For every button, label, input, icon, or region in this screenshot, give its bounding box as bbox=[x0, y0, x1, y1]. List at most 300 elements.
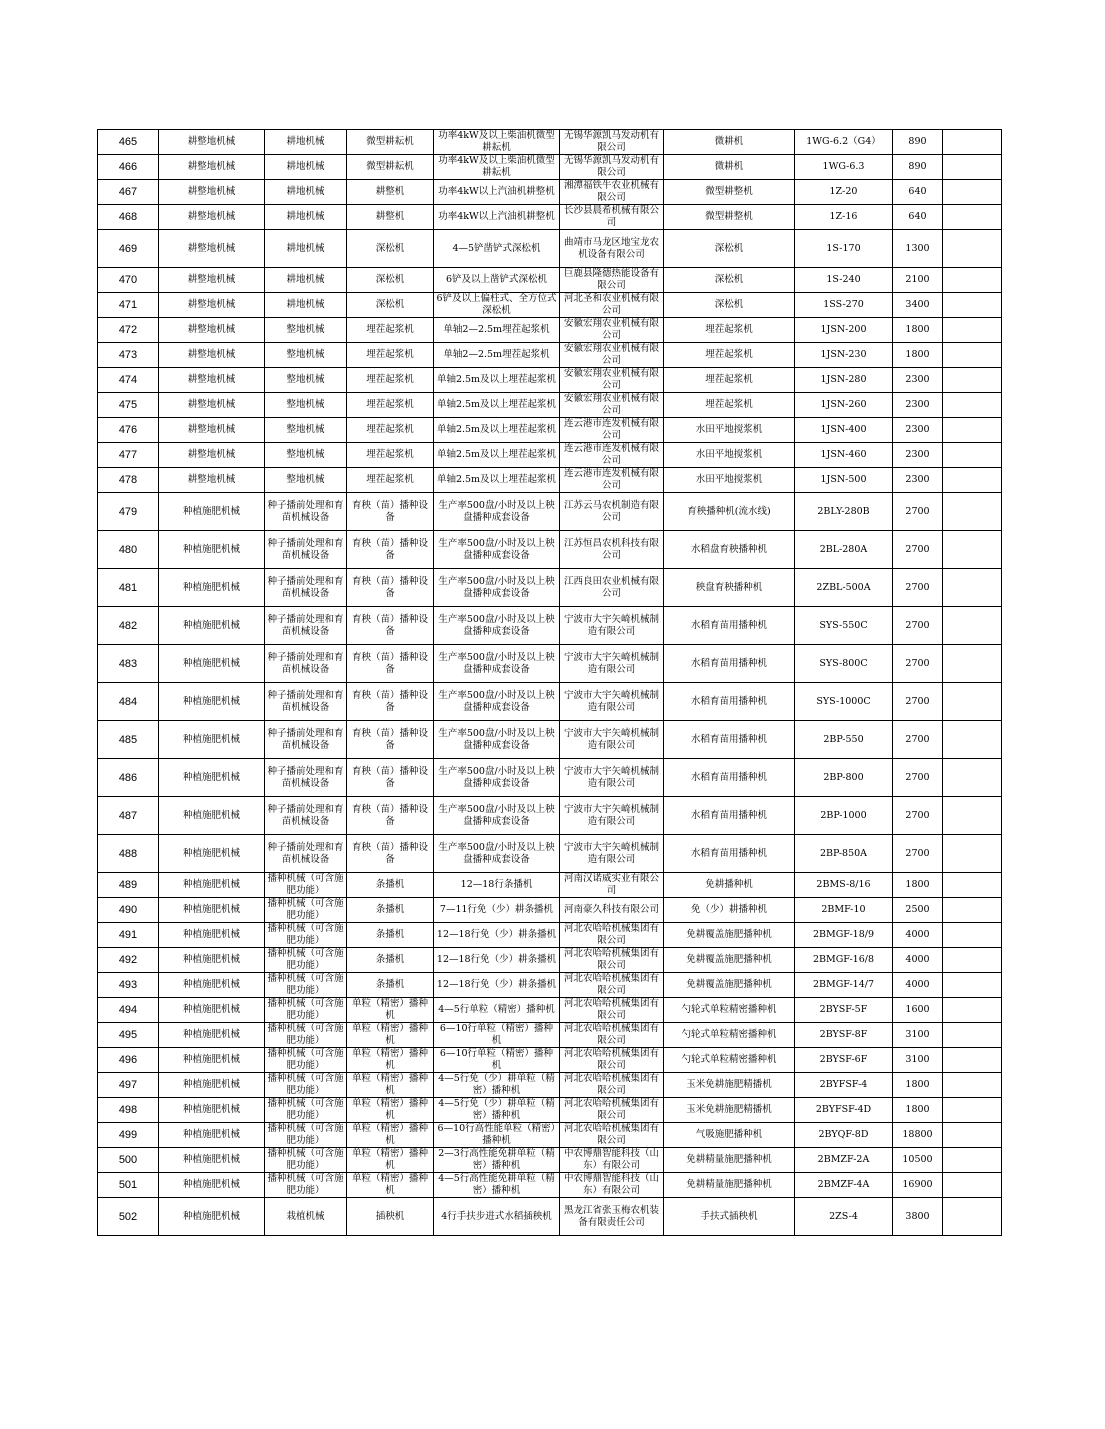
item-cell: 深松机 bbox=[347, 268, 434, 293]
manufacturer-cell: 河北农哈哈机械集团有限公司 bbox=[560, 973, 664, 998]
product-name-cell: 玉米免耕施肥精播机 bbox=[664, 1073, 795, 1098]
price-cell: 2300 bbox=[893, 443, 943, 468]
model-cell: 2BP-800 bbox=[795, 759, 893, 797]
row-number-cell: 480 bbox=[98, 531, 159, 569]
manufacturer-cell: 安徽宏翔农业机械有限公司 bbox=[560, 368, 664, 393]
table-row bbox=[98, 1048, 1002, 1073]
category-cell: 种植施肥机械 bbox=[159, 835, 265, 873]
spec-cell: 6—10行单粒（精密）播种机 bbox=[434, 1048, 560, 1073]
row-number-cell: 495 bbox=[98, 1023, 159, 1048]
product-name-cell: 微耕机 bbox=[664, 155, 795, 180]
model-cell: 2BLY-280B bbox=[795, 493, 893, 531]
subcategory-cell: 播种机械（可含施肥功能） bbox=[265, 1048, 347, 1073]
subcategory-cell: 耕地机械 bbox=[265, 293, 347, 318]
subcategory-cell: 耕地机械 bbox=[265, 268, 347, 293]
spec-cell: 生产率500盘/小时及以上秧盘播种成套设备 bbox=[434, 569, 560, 607]
row-number-cell: 473 bbox=[98, 343, 159, 368]
spec-cell: 生产率500盘/小时及以上秧盘播种成套设备 bbox=[434, 645, 560, 683]
model-cell: 2ZBL-500A bbox=[795, 569, 893, 607]
product-name-cell: 埋茬起浆机 bbox=[664, 343, 795, 368]
spec-cell: 4—5行单粒（精密）播种机 bbox=[434, 998, 560, 1023]
subcategory-cell: 耕地机械 bbox=[265, 180, 347, 205]
spec-cell: 单轴2.5m及以上埋茬起浆机 bbox=[434, 443, 560, 468]
model-cell: 1Z-16 bbox=[795, 205, 893, 230]
category-cell: 耕整地机械 bbox=[159, 180, 265, 205]
model-cell: 2BMZF-4A bbox=[795, 1173, 893, 1198]
manufacturer-cell: 无锡华源凯马发动机有限公司 bbox=[560, 155, 664, 180]
item-cell: 育秧（苗）播种设备 bbox=[347, 683, 434, 721]
price-cell: 16900 bbox=[893, 1173, 943, 1198]
table-row bbox=[98, 180, 1002, 205]
product-name-cell: 水稻育苗用播种机 bbox=[664, 797, 795, 835]
row-number-cell: 492 bbox=[98, 948, 159, 973]
product-name-cell: 微耕机 bbox=[664, 130, 795, 155]
item-cell: 深松机 bbox=[347, 293, 434, 318]
note-cell bbox=[943, 1123, 1002, 1148]
manufacturer-cell: 河南豪久科技有限公司 bbox=[560, 898, 664, 923]
manufacturer-cell: 河北农哈哈机械集团有限公司 bbox=[560, 1098, 664, 1123]
note-cell bbox=[943, 343, 1002, 368]
product-name-cell: 育秧播种机(流水线) bbox=[664, 493, 795, 531]
document-page bbox=[97, 129, 1001, 1236]
item-cell: 育秧（苗）播种设备 bbox=[347, 493, 434, 531]
manufacturer-cell: 河南汉诺威实业有限公司 bbox=[560, 873, 664, 898]
manufacturer-cell: 安徽宏翔农业机械有限公司 bbox=[560, 343, 664, 368]
note-cell bbox=[943, 130, 1002, 155]
note-cell bbox=[943, 569, 1002, 607]
table-row bbox=[98, 607, 1002, 645]
note-cell bbox=[943, 973, 1002, 998]
model-cell: 2BP-850A bbox=[795, 835, 893, 873]
manufacturer-cell: 宁波市大宇矢崎机械制造有限公司 bbox=[560, 797, 664, 835]
product-name-cell: 水田平地搅浆机 bbox=[664, 468, 795, 493]
table-row bbox=[98, 873, 1002, 898]
price-cell: 4000 bbox=[893, 948, 943, 973]
product-name-cell: 免（少）耕播种机 bbox=[664, 898, 795, 923]
manufacturer-cell: 黑龙江省张玉梅农机装备有限责任公司 bbox=[560, 1198, 664, 1236]
manufacturer-cell: 宁波市大宇矢崎机械制造有限公司 bbox=[560, 835, 664, 873]
note-cell bbox=[943, 468, 1002, 493]
table-row bbox=[98, 923, 1002, 948]
product-name-cell: 深松机 bbox=[664, 230, 795, 268]
category-cell: 种植施肥机械 bbox=[159, 569, 265, 607]
price-cell: 2700 bbox=[893, 683, 943, 721]
table-row bbox=[98, 293, 1002, 318]
model-cell: 2BMZF-2A bbox=[795, 1148, 893, 1173]
table-row bbox=[98, 230, 1002, 268]
category-cell: 种植施肥机械 bbox=[159, 531, 265, 569]
manufacturer-cell: 宁波市大宇矢崎机械制造有限公司 bbox=[560, 721, 664, 759]
note-cell bbox=[943, 180, 1002, 205]
price-cell: 3100 bbox=[893, 1048, 943, 1073]
price-cell: 2700 bbox=[893, 645, 943, 683]
row-number-cell: 472 bbox=[98, 318, 159, 343]
spec-cell: 单轴2—2.5m埋茬起浆机 bbox=[434, 318, 560, 343]
manufacturer-cell: 河北农哈哈机械集团有限公司 bbox=[560, 923, 664, 948]
model-cell: 2BP-1000 bbox=[795, 797, 893, 835]
item-cell: 单粒（精密）播种机 bbox=[347, 1073, 434, 1098]
price-cell: 2300 bbox=[893, 368, 943, 393]
product-name-cell: 手扶式插秧机 bbox=[664, 1198, 795, 1236]
spec-cell: 单轴2.5m及以上埋茬起浆机 bbox=[434, 468, 560, 493]
manufacturer-cell: 宁波市大宇矢崎机械制造有限公司 bbox=[560, 645, 664, 683]
price-cell: 2300 bbox=[893, 468, 943, 493]
item-cell: 单粒（精密）播种机 bbox=[347, 1098, 434, 1123]
model-cell: 2BP-550 bbox=[795, 721, 893, 759]
spec-cell: 生产率500盘/小时及以上秧盘播种成套设备 bbox=[434, 721, 560, 759]
item-cell: 单粒（精密）播种机 bbox=[347, 1123, 434, 1148]
product-name-cell: 玉米免耕施肥精播机 bbox=[664, 1098, 795, 1123]
model-cell: 1JSN-230 bbox=[795, 343, 893, 368]
price-cell: 3100 bbox=[893, 1023, 943, 1048]
product-name-cell: 深松机 bbox=[664, 268, 795, 293]
spec-cell: 6铲及以上凿铲式深松机 bbox=[434, 268, 560, 293]
row-number-cell: 496 bbox=[98, 1048, 159, 1073]
spec-cell: 12—18行免（少）耕条播机 bbox=[434, 923, 560, 948]
table-body bbox=[98, 130, 1002, 1236]
model-cell: 2BMF-10 bbox=[795, 898, 893, 923]
table-row bbox=[98, 898, 1002, 923]
row-number-cell: 500 bbox=[98, 1148, 159, 1173]
item-cell: 埋茬起浆机 bbox=[347, 343, 434, 368]
spec-cell: 6—10行高性能单粒（精密）播种机 bbox=[434, 1123, 560, 1148]
product-name-cell: 埋茬起浆机 bbox=[664, 393, 795, 418]
table-row bbox=[98, 797, 1002, 835]
spec-cell: 生产率500盘/小时及以上秧盘播种成套设备 bbox=[434, 531, 560, 569]
item-cell: 耕整机 bbox=[347, 180, 434, 205]
table-row bbox=[98, 493, 1002, 531]
manufacturer-cell: 河北农哈哈机械集团有限公司 bbox=[560, 1123, 664, 1148]
category-cell: 耕整地机械 bbox=[159, 268, 265, 293]
model-cell: 2BYFSF-4 bbox=[795, 1073, 893, 1098]
table-row bbox=[98, 343, 1002, 368]
subcategory-cell: 种子播前处理和育苗机械设备 bbox=[265, 797, 347, 835]
spec-cell: 2—3行高性能免耕单粒（精密）播种机 bbox=[434, 1148, 560, 1173]
subcategory-cell: 种子播前处理和育苗机械设备 bbox=[265, 607, 347, 645]
row-number-cell: 487 bbox=[98, 797, 159, 835]
product-name-cell: 水稻育苗用播种机 bbox=[664, 721, 795, 759]
spec-cell: 单轴2—2.5m埋茬起浆机 bbox=[434, 343, 560, 368]
row-number-cell: 467 bbox=[98, 180, 159, 205]
product-name-cell: 免耕覆盖施肥播种机 bbox=[664, 923, 795, 948]
item-cell: 单粒（精密）播种机 bbox=[347, 1148, 434, 1173]
category-cell: 种植施肥机械 bbox=[159, 873, 265, 898]
table-row bbox=[98, 318, 1002, 343]
table-row bbox=[98, 948, 1002, 973]
product-name-cell: 免耕覆盖施肥播种机 bbox=[664, 973, 795, 998]
category-cell: 种植施肥机械 bbox=[159, 1098, 265, 1123]
table-row bbox=[98, 1073, 1002, 1098]
subcategory-cell: 播种机械（可含施肥功能） bbox=[265, 1073, 347, 1098]
category-cell: 种植施肥机械 bbox=[159, 1148, 265, 1173]
note-cell bbox=[943, 835, 1002, 873]
price-cell: 640 bbox=[893, 205, 943, 230]
manufacturer-cell: 河北农哈哈机械集团有限公司 bbox=[560, 1023, 664, 1048]
row-number-cell: 475 bbox=[98, 393, 159, 418]
subcategory-cell: 耕地机械 bbox=[265, 205, 347, 230]
table-row bbox=[98, 1123, 1002, 1148]
table-row bbox=[98, 1173, 1002, 1198]
category-cell: 耕整地机械 bbox=[159, 130, 265, 155]
manufacturer-cell: 连云港市连发机械有限公司 bbox=[560, 443, 664, 468]
row-number-cell: 477 bbox=[98, 443, 159, 468]
subcategory-cell: 整地机械 bbox=[265, 368, 347, 393]
model-cell: 1WG-6.3 bbox=[795, 155, 893, 180]
price-cell: 2700 bbox=[893, 759, 943, 797]
manufacturer-cell: 宁波市大宇矢崎机械制造有限公司 bbox=[560, 607, 664, 645]
item-cell: 耕整机 bbox=[347, 205, 434, 230]
table-row bbox=[98, 569, 1002, 607]
manufacturer-cell: 中农博鼎智能科技（山东）有限公司 bbox=[560, 1173, 664, 1198]
item-cell: 育秧（苗）播种设备 bbox=[347, 645, 434, 683]
price-cell: 2700 bbox=[893, 493, 943, 531]
table-row bbox=[98, 268, 1002, 293]
spec-cell: 生产率500盘/小时及以上秧盘播种成套设备 bbox=[434, 797, 560, 835]
product-name-cell: 勺轮式单粒精密播种机 bbox=[664, 1048, 795, 1073]
price-cell: 2300 bbox=[893, 393, 943, 418]
manufacturer-cell: 河北农哈哈机械集团有限公司 bbox=[560, 948, 664, 973]
note-cell bbox=[943, 531, 1002, 569]
table-row bbox=[98, 1023, 1002, 1048]
row-number-cell: 494 bbox=[98, 998, 159, 1023]
spec-cell: 功率4kW以上汽油机耕整机 bbox=[434, 180, 560, 205]
price-cell: 1800 bbox=[893, 873, 943, 898]
item-cell: 深松机 bbox=[347, 230, 434, 268]
spec-cell: 生产率500盘/小时及以上秧盘播种成套设备 bbox=[434, 759, 560, 797]
row-number-cell: 486 bbox=[98, 759, 159, 797]
price-cell: 2700 bbox=[893, 721, 943, 759]
category-cell: 耕整地机械 bbox=[159, 418, 265, 443]
model-cell: 1JSN-460 bbox=[795, 443, 893, 468]
note-cell bbox=[943, 1023, 1002, 1048]
note-cell bbox=[943, 205, 1002, 230]
subcategory-cell: 整地机械 bbox=[265, 468, 347, 493]
table-row bbox=[98, 531, 1002, 569]
table-row bbox=[98, 835, 1002, 873]
item-cell: 育秧（苗）播种设备 bbox=[347, 797, 434, 835]
table-row bbox=[98, 1098, 1002, 1123]
spec-cell: 4行手扶步进式水稻插秧机 bbox=[434, 1198, 560, 1236]
note-cell bbox=[943, 155, 1002, 180]
subcategory-cell: 整地机械 bbox=[265, 318, 347, 343]
manufacturer-cell: 连云港市连发机械有限公司 bbox=[560, 418, 664, 443]
row-number-cell: 469 bbox=[98, 230, 159, 268]
table-row bbox=[98, 130, 1002, 155]
price-cell: 2700 bbox=[893, 531, 943, 569]
category-cell: 种植施肥机械 bbox=[159, 721, 265, 759]
model-cell: SYS-1000C bbox=[795, 683, 893, 721]
product-name-cell: 水稻育苗用播种机 bbox=[664, 607, 795, 645]
row-number-cell: 474 bbox=[98, 368, 159, 393]
item-cell: 埋茬起浆机 bbox=[347, 468, 434, 493]
subcategory-cell: 播种机械（可含施肥功能） bbox=[265, 873, 347, 898]
note-cell bbox=[943, 443, 1002, 468]
manufacturer-cell: 河北圣和农业机械有限公司 bbox=[560, 293, 664, 318]
item-cell: 育秧（苗）播种设备 bbox=[347, 759, 434, 797]
product-name-cell: 免耕覆盖施肥播种机 bbox=[664, 948, 795, 973]
price-cell: 1600 bbox=[893, 998, 943, 1023]
spec-cell: 4—5铲凿铲式深松机 bbox=[434, 230, 560, 268]
category-cell: 种植施肥机械 bbox=[159, 973, 265, 998]
price-cell: 10500 bbox=[893, 1148, 943, 1173]
manufacturer-cell: 中农博鼎智能科技（山东）有限公司 bbox=[560, 1148, 664, 1173]
row-number-cell: 499 bbox=[98, 1123, 159, 1148]
spec-cell: 生产率500盘/小时及以上秧盘播种成套设备 bbox=[434, 683, 560, 721]
model-cell: 1JSN-400 bbox=[795, 418, 893, 443]
item-cell: 插秧机 bbox=[347, 1198, 434, 1236]
table-row bbox=[98, 721, 1002, 759]
note-cell bbox=[943, 797, 1002, 835]
table-row bbox=[98, 368, 1002, 393]
note-cell bbox=[943, 873, 1002, 898]
manufacturer-cell: 河北农哈哈机械集团有限公司 bbox=[560, 1048, 664, 1073]
subcategory-cell: 播种机械（可含施肥功能） bbox=[265, 998, 347, 1023]
row-number-cell: 485 bbox=[98, 721, 159, 759]
price-cell: 18800 bbox=[893, 1123, 943, 1148]
manufacturer-cell: 连云港市连发机械有限公司 bbox=[560, 468, 664, 493]
product-name-cell: 免耕精量施肥播种机 bbox=[664, 1148, 795, 1173]
subcategory-cell: 种子播前处理和育苗机械设备 bbox=[265, 493, 347, 531]
row-number-cell: 470 bbox=[98, 268, 159, 293]
product-name-cell: 水田平地搅浆机 bbox=[664, 418, 795, 443]
product-name-cell: 水稻育苗用播种机 bbox=[664, 683, 795, 721]
item-cell: 单粒（精密）播种机 bbox=[347, 998, 434, 1023]
category-cell: 种植施肥机械 bbox=[159, 998, 265, 1023]
row-number-cell: 489 bbox=[98, 873, 159, 898]
table-row bbox=[98, 468, 1002, 493]
manufacturer-cell: 安徽宏翔农业机械有限公司 bbox=[560, 318, 664, 343]
note-cell bbox=[943, 318, 1002, 343]
item-cell: 育秧（苗）播种设备 bbox=[347, 835, 434, 873]
spec-cell: 6—10行单粒（精密）播种机 bbox=[434, 1023, 560, 1048]
price-cell: 2100 bbox=[893, 268, 943, 293]
price-cell: 2700 bbox=[893, 607, 943, 645]
subcategory-cell: 整地机械 bbox=[265, 393, 347, 418]
category-cell: 种植施肥机械 bbox=[159, 1173, 265, 1198]
manufacturer-cell: 江苏云马农机制造有限公司 bbox=[560, 493, 664, 531]
row-number-cell: 471 bbox=[98, 293, 159, 318]
category-cell: 种植施肥机械 bbox=[159, 948, 265, 973]
table-row bbox=[98, 1148, 1002, 1173]
spec-cell: 12—18行免（少）耕条播机 bbox=[434, 948, 560, 973]
spec-cell: 4—5行高性能免耕单粒（精密）播种机 bbox=[434, 1173, 560, 1198]
note-cell bbox=[943, 1098, 1002, 1123]
category-cell: 耕整地机械 bbox=[159, 205, 265, 230]
spec-cell: 功率4kW及以上柴油机微型耕耘机 bbox=[434, 155, 560, 180]
table-row bbox=[98, 393, 1002, 418]
product-name-cell: 免耕精量施肥播种机 bbox=[664, 1173, 795, 1198]
item-cell: 条播机 bbox=[347, 923, 434, 948]
row-number-cell: 484 bbox=[98, 683, 159, 721]
manufacturer-cell: 无锡华源凯马发动机有限公司 bbox=[560, 130, 664, 155]
note-cell bbox=[943, 493, 1002, 531]
row-number-cell: 502 bbox=[98, 1198, 159, 1236]
model-cell: 1S-240 bbox=[795, 268, 893, 293]
category-cell: 种植施肥机械 bbox=[159, 923, 265, 948]
category-cell: 种植施肥机械 bbox=[159, 493, 265, 531]
note-cell bbox=[943, 721, 1002, 759]
item-cell: 单粒（精密）播种机 bbox=[347, 1048, 434, 1073]
model-cell: 2BYSF-5F bbox=[795, 998, 893, 1023]
subcategory-cell: 整地机械 bbox=[265, 443, 347, 468]
spec-cell: 4—5行免（少）耕单粒（精密）播种机 bbox=[434, 1073, 560, 1098]
table-row bbox=[98, 683, 1002, 721]
model-cell: 2BMS-8/16 bbox=[795, 873, 893, 898]
subcategory-cell: 整地机械 bbox=[265, 343, 347, 368]
model-cell: 2BYSF-6F bbox=[795, 1048, 893, 1073]
subcategory-cell: 耕地机械 bbox=[265, 130, 347, 155]
category-cell: 耕整地机械 bbox=[159, 293, 265, 318]
model-cell: 1Z-20 bbox=[795, 180, 893, 205]
item-cell: 条播机 bbox=[347, 948, 434, 973]
subcategory-cell: 种子播前处理和育苗机械设备 bbox=[265, 759, 347, 797]
note-cell bbox=[943, 998, 1002, 1023]
model-cell: 1JSN-260 bbox=[795, 393, 893, 418]
subcategory-cell: 播种机械（可含施肥功能） bbox=[265, 923, 347, 948]
model-cell: 2BMGF-18/9 bbox=[795, 923, 893, 948]
row-number-cell: 468 bbox=[98, 205, 159, 230]
note-cell bbox=[943, 418, 1002, 443]
row-number-cell: 479 bbox=[98, 493, 159, 531]
row-number-cell: 491 bbox=[98, 923, 159, 948]
product-name-cell: 气吸施肥播种机 bbox=[664, 1123, 795, 1148]
spec-cell: 功率4kW以上汽油机耕整机 bbox=[434, 205, 560, 230]
model-cell: 2BYFSF-4D bbox=[795, 1098, 893, 1123]
table-row bbox=[98, 759, 1002, 797]
table-row bbox=[98, 998, 1002, 1023]
price-cell: 1300 bbox=[893, 230, 943, 268]
note-cell bbox=[943, 1148, 1002, 1173]
note-cell bbox=[943, 293, 1002, 318]
subcategory-cell: 种子播前处理和育苗机械设备 bbox=[265, 683, 347, 721]
subcategory-cell: 播种机械（可含施肥功能） bbox=[265, 1098, 347, 1123]
subcategory-cell: 播种机械（可含施肥功能） bbox=[265, 1123, 347, 1148]
price-cell: 1800 bbox=[893, 1073, 943, 1098]
subcategory-cell: 播种机械（可含施肥功能） bbox=[265, 1148, 347, 1173]
product-name-cell: 微型耕整机 bbox=[664, 180, 795, 205]
subcategory-cell: 耕地机械 bbox=[265, 230, 347, 268]
row-number-cell: 483 bbox=[98, 645, 159, 683]
model-cell: SYS-550C bbox=[795, 607, 893, 645]
price-cell: 890 bbox=[893, 130, 943, 155]
row-number-cell: 476 bbox=[98, 418, 159, 443]
manufacturer-cell: 江苏恒昌农机科技有限公司 bbox=[560, 531, 664, 569]
product-name-cell: 秧盘育秧播种机 bbox=[664, 569, 795, 607]
spec-cell: 12—18行条播机 bbox=[434, 873, 560, 898]
note-cell bbox=[943, 268, 1002, 293]
table-row bbox=[98, 443, 1002, 468]
subcategory-cell: 种子播前处理和育苗机械设备 bbox=[265, 721, 347, 759]
item-cell: 埋茬起浆机 bbox=[347, 318, 434, 343]
note-cell bbox=[943, 923, 1002, 948]
manufacturer-cell: 河北农哈哈机械集团有限公司 bbox=[560, 998, 664, 1023]
product-name-cell: 水稻育苗用播种机 bbox=[664, 645, 795, 683]
note-cell bbox=[943, 683, 1002, 721]
price-cell: 3400 bbox=[893, 293, 943, 318]
note-cell bbox=[943, 230, 1002, 268]
row-number-cell: 490 bbox=[98, 898, 159, 923]
price-cell: 2500 bbox=[893, 898, 943, 923]
subcategory-cell: 播种机械（可含施肥功能） bbox=[265, 1173, 347, 1198]
subcategory-cell: 种子播前处理和育苗机械设备 bbox=[265, 835, 347, 873]
model-cell: 2BMGF-16/8 bbox=[795, 948, 893, 973]
category-cell: 耕整地机械 bbox=[159, 343, 265, 368]
item-cell: 条播机 bbox=[347, 973, 434, 998]
model-cell: 2BMGF-14/7 bbox=[795, 973, 893, 998]
spec-cell: 功率4kW及以上柴油机微型耕耘机 bbox=[434, 130, 560, 155]
item-cell: 育秧（苗）播种设备 bbox=[347, 531, 434, 569]
product-name-cell: 水田平地搅浆机 bbox=[664, 443, 795, 468]
